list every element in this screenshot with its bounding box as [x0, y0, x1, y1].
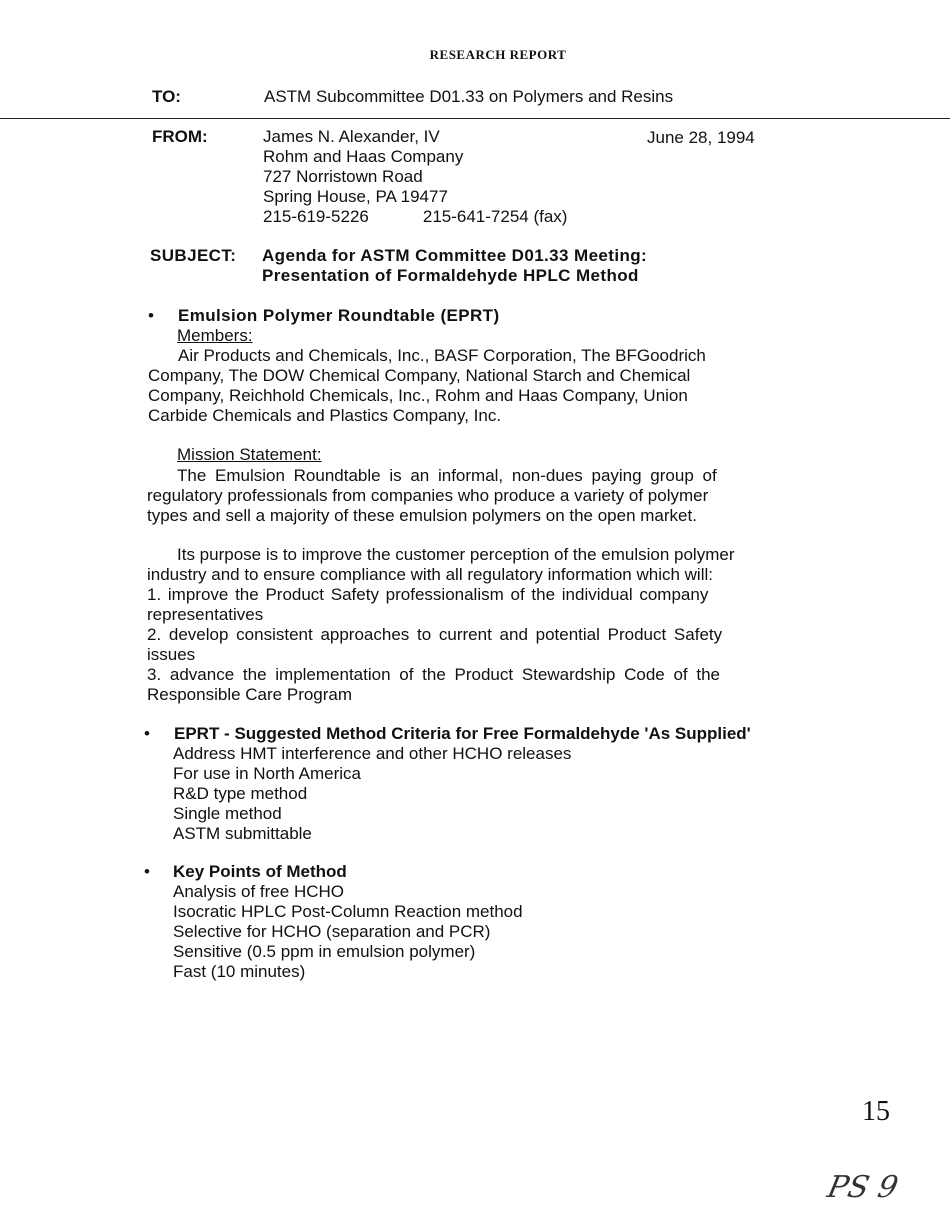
members-line: Carbide Chemicals and Plastics Company, Inc.	[148, 406, 502, 425]
subject-text	[262, 246, 647, 286]
purpose-line: 1. improve the Product Safety professionalism of the individual company	[147, 585, 709, 604]
from-company: Rohm and Haas Company	[263, 147, 464, 166]
from-street: 727 Norristown Road	[263, 167, 423, 186]
subject-line-2: Presentation of Formaldehyde HPLC Method	[262, 266, 639, 285]
purpose-line: Its purpose is to improve the customer perception of the emulsion polymer	[177, 545, 735, 564]
to-label: TO:	[152, 87, 181, 106]
criteria-item: Single method	[173, 804, 282, 823]
criteria-heading: EPRT - Suggested Method Criteria for Free Formaldehyde 'As Supplied'	[174, 724, 751, 743]
mission-line: types and sell a majority of these emulsion polymers on the open market.	[147, 506, 697, 525]
mission-line: The Emulsion Roundtable is an informal, non-dues paying group of	[177, 466, 717, 485]
key-points-heading: Key Points of Method	[173, 862, 347, 881]
criteria-item: Address HMT interference and other HCHO releases	[173, 744, 572, 763]
key-point-item: Analysis of free HCHO	[173, 882, 344, 901]
bullet-icon: •	[148, 306, 154, 325]
from-label: FROM:	[152, 127, 208, 146]
members-line: Company, Reichhold Chemicals, Inc., Rohm and Haas Company, Union	[148, 386, 688, 405]
purpose-line: industry and to ensure compliance with all regulatory information which will:	[147, 565, 713, 584]
mission-label: Mission Statement:	[177, 445, 322, 464]
header-divider	[0, 118, 950, 119]
members-list	[148, 346, 706, 426]
members-label: Members:	[177, 326, 253, 345]
key-point-item: Isocratic HPLC Post-Column Reaction method	[173, 902, 523, 921]
mission-text	[147, 466, 717, 526]
purpose-line: Responsible Care Program	[147, 685, 353, 704]
page-number: 15	[862, 1096, 890, 1127]
key-points-list	[173, 882, 523, 982]
to-value: ASTM Subcommittee D01.33 on Polymers and Resins	[264, 87, 674, 106]
purpose-text	[147, 545, 735, 705]
from-address	[263, 127, 567, 227]
fax-number: 215-641-7254 (fax)	[422, 207, 568, 226]
purpose-line: 3. advance the implementation of the Product Stewardship Code of the	[147, 665, 720, 684]
purpose-line: representatives	[147, 605, 264, 624]
phone-number: 215-619-5226	[263, 207, 369, 226]
purpose-line: issues	[147, 645, 196, 664]
bullet-icon: •	[144, 862, 150, 881]
report-title: RESEARCH REPORT	[429, 47, 567, 62]
from-city: Spring House, PA 19477	[263, 187, 448, 206]
members-line: Company, The DOW Chemical Company, National Starch and Chemical	[148, 366, 691, 385]
key-point-item: Selective for HCHO (separation and PCR)	[173, 922, 491, 941]
from-phones	[263, 207, 567, 227]
subject-label: SUBJECT:	[150, 246, 237, 265]
key-point-item: Fast (10 minutes)	[173, 962, 306, 981]
from-name: James N. Alexander, IV	[263, 127, 440, 146]
purpose-line: 2. develop consistent approaches to current and potential Product Safety	[147, 625, 723, 644]
report-date: June 28, 1994	[647, 128, 755, 147]
handwritten-mark: PS 9	[824, 1170, 902, 1205]
mission-line: regulatory professionals from companies who produce a variety of polymer	[147, 486, 709, 505]
criteria-list	[173, 744, 571, 844]
key-point-item: Sensitive (0.5 ppm in emulsion polymer)	[173, 942, 476, 961]
subject-line-1: Agenda for ASTM Committee D01.33 Meeting:	[262, 246, 648, 265]
criteria-item: ASTM submittable	[173, 824, 312, 843]
eprt-heading: Emulsion Polymer Roundtable (EPRT)	[178, 306, 500, 325]
bullet-icon: •	[144, 724, 150, 743]
members-line: Air Products and Chemicals, Inc., BASF Corporation, The BFGoodrich	[178, 346, 706, 365]
criteria-item: R&D type method	[173, 784, 308, 803]
criteria-item: For use in North America	[173, 764, 362, 783]
